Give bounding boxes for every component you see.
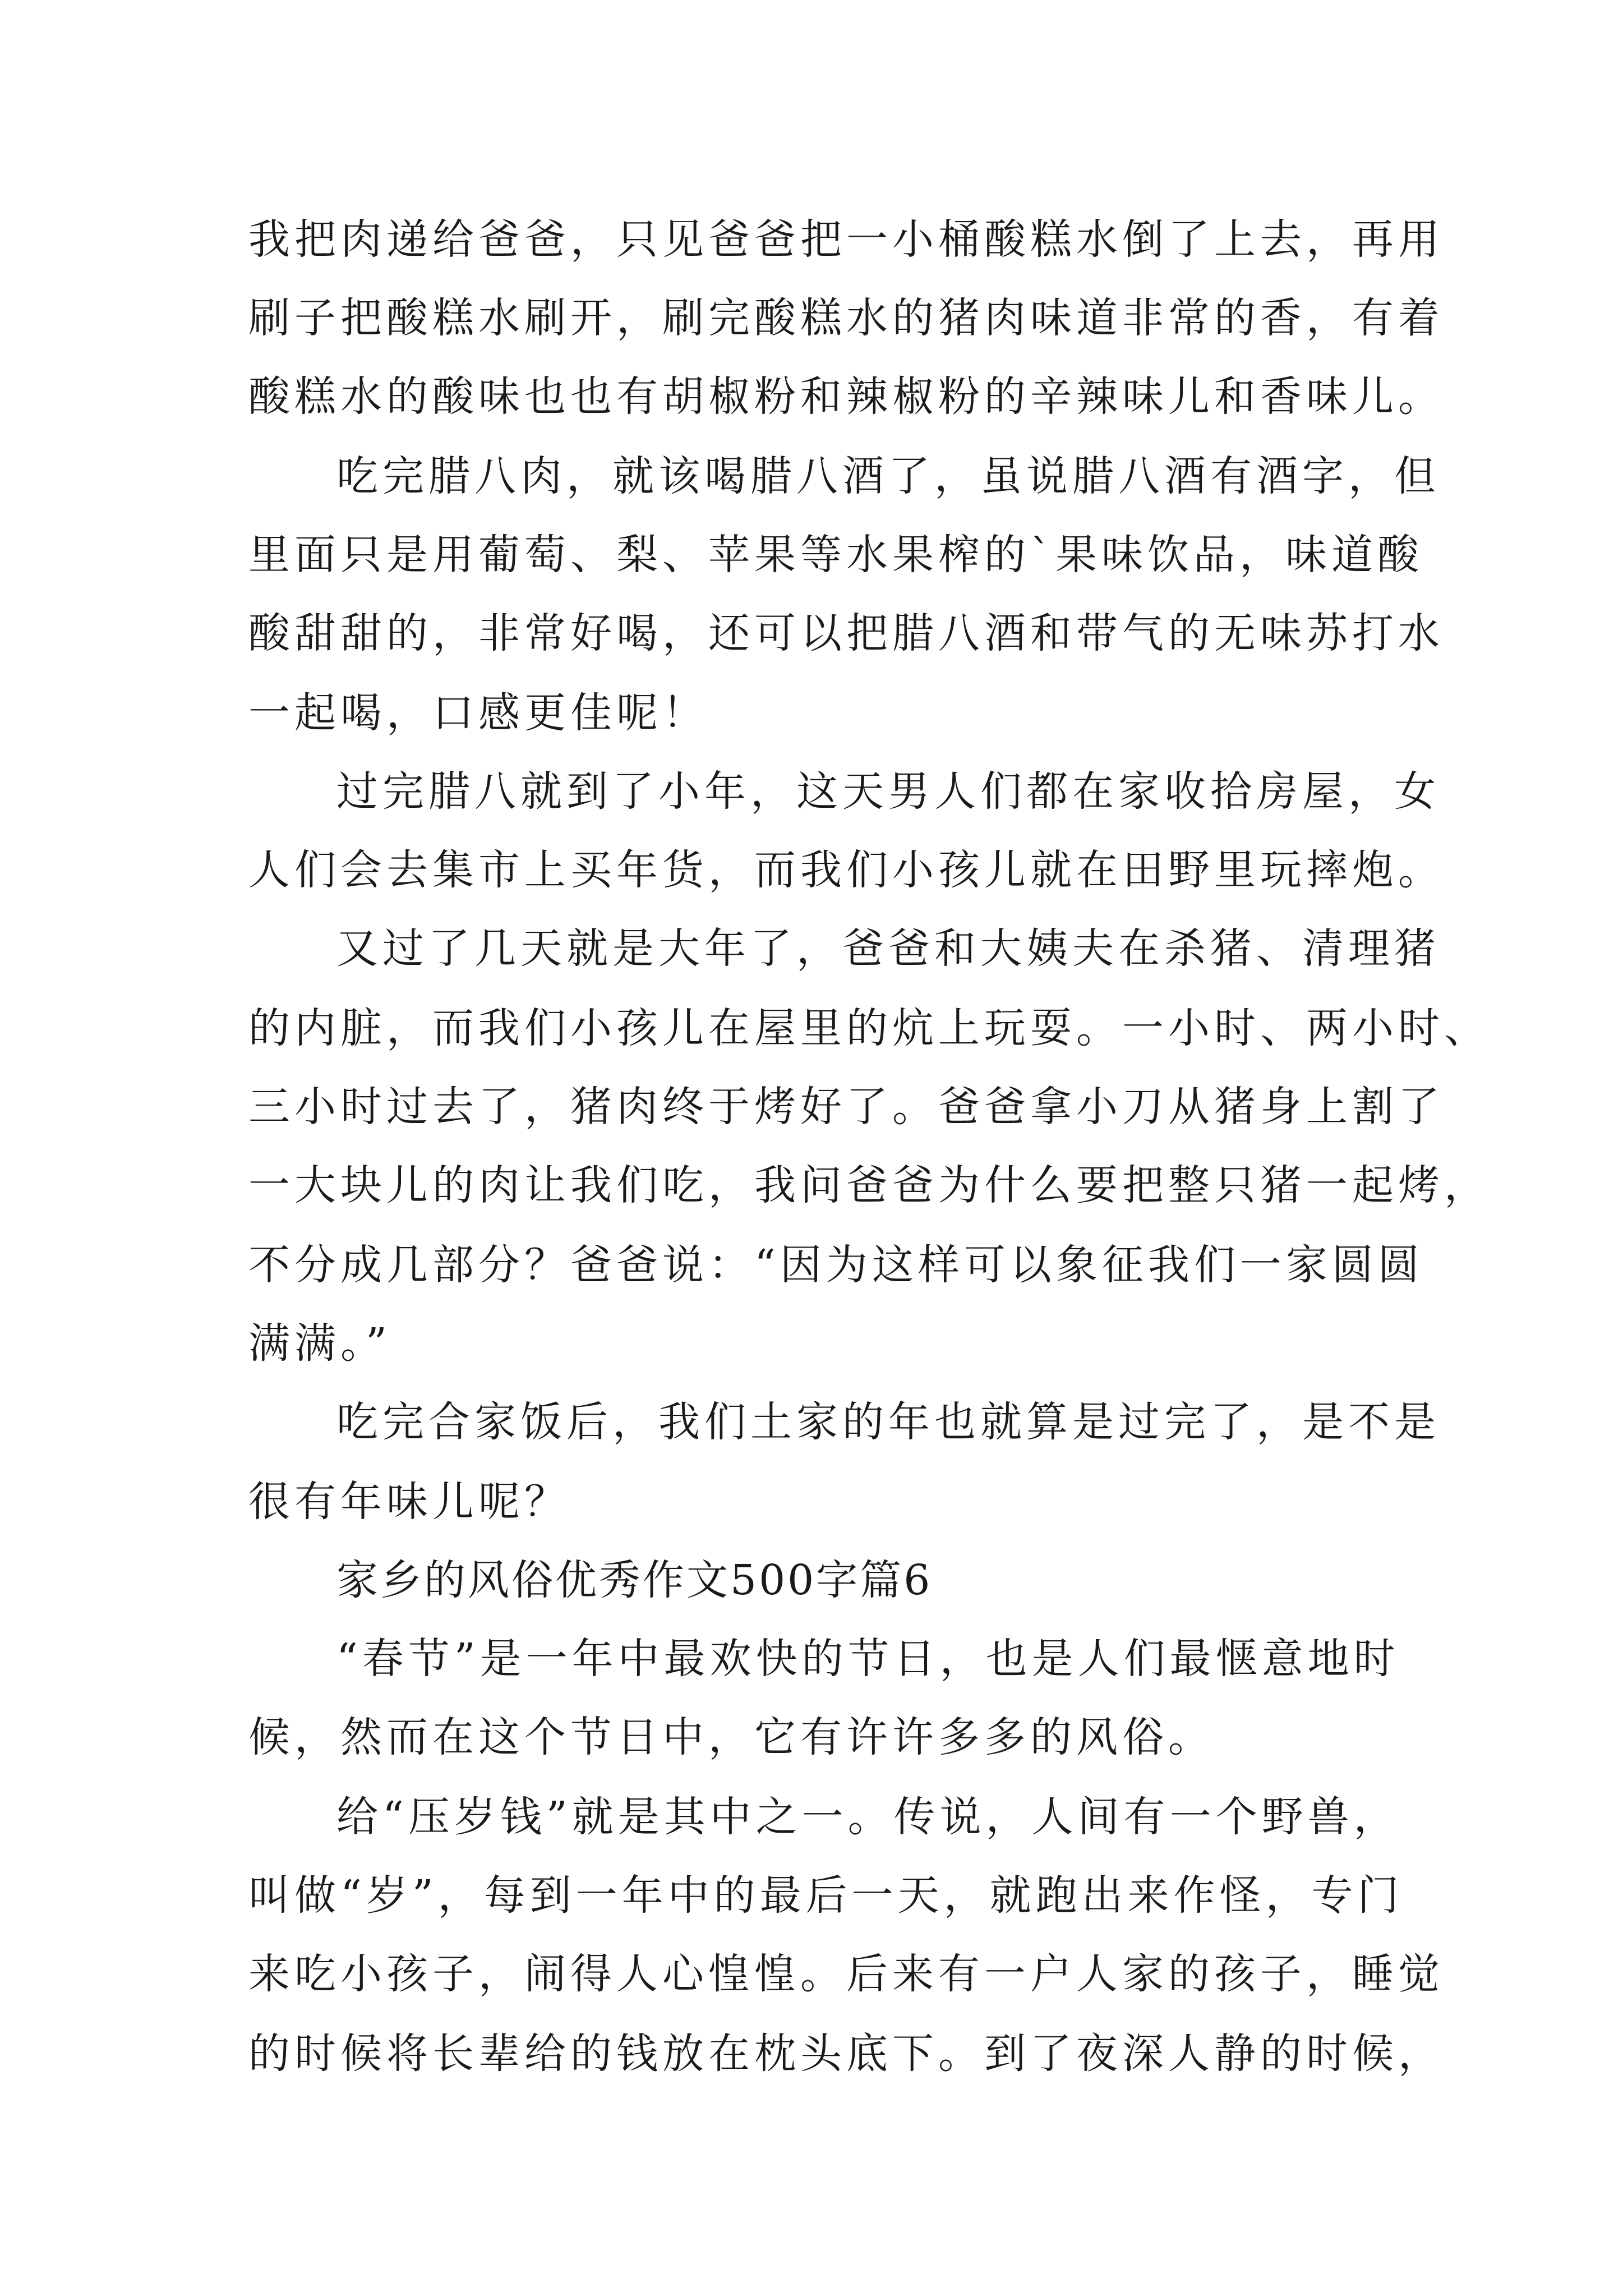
text-line-11: 的内脏，而我们小孩儿在屋里的炕上玩耍。一小时、两小时、 xyxy=(248,1004,1490,1052)
text-line-10: 又过了几天就是大年了，爸爸和大姨夫在杀猪、清理猪 xyxy=(336,924,1440,973)
text-line-19: “春节”是一年中最欢快的节日，也是人们最惬意地时 xyxy=(336,1635,1400,1683)
text-line-12: 三小时过去了，猪肉终于烤好了。爸爸拿小刀从猪身上割了 xyxy=(248,1083,1444,1131)
text-line-20: 候，然而在这个节日中，它有许许多多的风俗。 xyxy=(248,1713,1214,1761)
text-line-4: 吃完腊八肉，就该喝腊八酒了，虽说腊八酒有酒字，但 xyxy=(336,452,1440,500)
text-line-14: 不分成几部分？爸爸说：“因为这样可以象征我们一家圆圆 xyxy=(248,1241,1424,1289)
text-line-16: 吃完合家饭后，我们土家的年也就算是过完了，是不是 xyxy=(336,1398,1440,1446)
text-line-1: 我把肉递给爸爸，只见爸爸把一小桶酸糕水倒了上去，再用 xyxy=(248,215,1444,264)
text-line-22: 叫做“岁”，每到一年中的最后一天，就跑出来作怪，专门 xyxy=(248,1871,1404,1920)
text-line-24: 的时候将长辈给的钱放在枕头底下。到了夜深人静的时候， xyxy=(248,2030,1444,2078)
text-line-8: 过完腊八就到了小年，这天男人们都在家收拾房屋，女 xyxy=(336,767,1440,816)
text-line-23: 来吃小孩子，闹得人心惶惶。后来有一户人家的孩子，睡觉 xyxy=(248,1950,1444,1998)
text-line-6: 酸甜甜的，非常好喝，还可以把腊八酒和带气的无味苏打水 xyxy=(248,609,1444,657)
text-line-15: 满满。” xyxy=(248,1319,391,1368)
text-line-9: 人们会去集市上买年货，而我们小孩儿就在田野里玩摔炮。 xyxy=(248,846,1444,894)
text-line-5: 里面只是用葡萄、梨、苹果等水果榨的`果味饮品，味道酸 xyxy=(248,531,1423,579)
text-line-2: 刷子把酸糕水刷开，刷完酸糕水的猪肉味道非常的香，有着 xyxy=(248,294,1444,342)
section-heading: 家乡的风俗优秀作文500字篇6 xyxy=(336,1556,933,1604)
text-line-21: 给“压岁钱”就是其中之一。传说，人间有一个野兽， xyxy=(336,1793,1400,1841)
text-line-3: 酸糕水的酸味也也有胡椒粉和辣椒粉的辛辣味儿和香味儿。 xyxy=(248,372,1444,421)
text-line-7: 一起喝，口感更佳呢！ xyxy=(248,689,708,737)
text-line-17: 很有年味儿呢？ xyxy=(248,1478,570,1526)
text-line-13: 一大块儿的肉让我们吃，我问爸爸为什么要把整只猪一起烤， xyxy=(248,1161,1490,1209)
